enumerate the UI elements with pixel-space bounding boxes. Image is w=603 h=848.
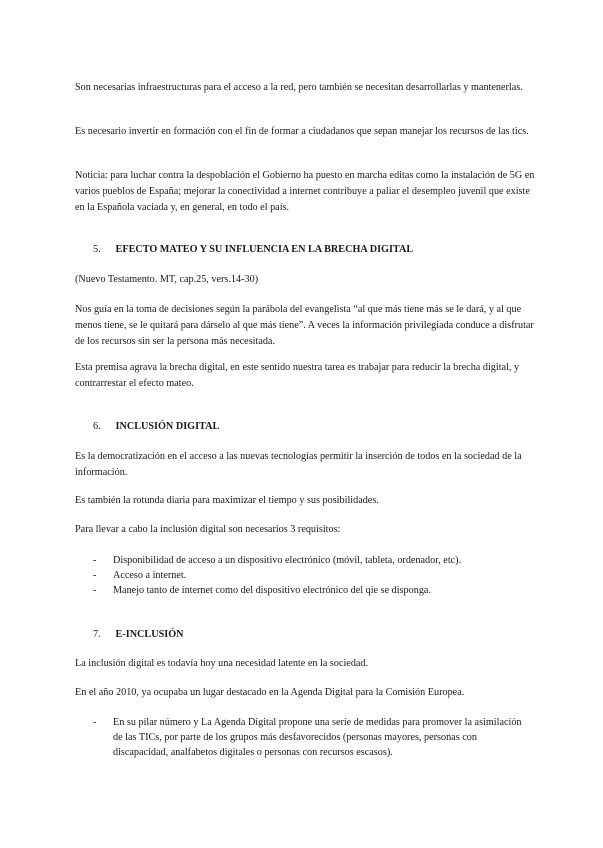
list-item bbox=[93, 715, 523, 760]
section-title: INCLUSIÓN DIGITAL bbox=[115, 421, 220, 432]
list-item-text: En su pilar número y La Agenda Digital propone una serie de medidas para promover la asimilación de las TICs, por parte de los grupos más desfavorecidos (personas mayores, personas con discapacidad, analfabetos digitales o personas con recursos escasos). bbox=[113, 717, 522, 758]
section-number: 6. bbox=[93, 421, 101, 432]
paragraph-rotunda: Es también la rotunda diaria para maximizar el tiempo y sus posibilidades. bbox=[75, 495, 379, 506]
section-title: E-INCLUSIÓN bbox=[115, 629, 184, 640]
section-heading-5 bbox=[93, 243, 553, 257]
bullet-dash: - bbox=[93, 585, 97, 596]
list-item bbox=[93, 553, 523, 568]
paragraph-agenda: En el año 2010, ya ocupaba un lugar destacado en la Agenda Digital para la Comisión Europea. bbox=[75, 687, 465, 698]
section-heading-6 bbox=[93, 420, 553, 434]
list-item bbox=[93, 583, 523, 598]
section-number: 7. bbox=[93, 629, 101, 640]
list-item bbox=[93, 568, 523, 583]
paragraph-infraestructuras: Son necesarias infraestructuras para el acceso a la red, pero también se necesitan desarrollarlas y mantenerlas. bbox=[75, 82, 523, 93]
section-number: 5. bbox=[93, 244, 101, 255]
paragraph-formacion: Es necesario invertir en formación con el fin de formar a ciudadanos que sepan manejar los recursos de las tics. bbox=[75, 126, 529, 137]
section-title: EFECTO MATEO Y SU INFLUENCIA EN LA BRECHA DIGITAL bbox=[115, 244, 414, 255]
paragraph-premisa: Esta premisa agrava la brecha digital, en este sentido nuestra tarea es trabajar para reducir la brecha digital, y contrarrestar el efecto mateo. bbox=[75, 362, 520, 389]
paragraph-requisitos: Para llevar a cabo la inclusión digital son necesarios 3 requisitos: bbox=[75, 524, 341, 535]
list-item-text: Disponibilidad de acceso a un dispositivo electrónico (móvil, tableta, ordenador, etc). bbox=[113, 555, 462, 566]
list-item-text: Manejo tanto de internet como del dispositivo electrónico del qie se disponga. bbox=[113, 585, 431, 596]
paragraph-parabola: Nos guía en la toma de decisiones según la parábola del evangelista “al que más tiene más se le dará, y al que menos tiene, se le quitará para dárselo al que más tiene”. A veces la información privilegiada conduce a disfrutar de los recursos sin ser la persona más necesitada. bbox=[75, 304, 534, 347]
paragraph-democratizacion: Es la democratización en el acceso a las nuevas tecnologías permitir la inserción de todos en la sociedad de la información. bbox=[75, 451, 522, 478]
list-item-text: Acceso a internet. bbox=[113, 570, 187, 581]
paragraph-necesidad: La inclusión digital es todavía hoy una necesidad latente en la sociedad. bbox=[75, 658, 369, 669]
bullet-dash: - bbox=[93, 717, 97, 728]
section-heading-7 bbox=[93, 628, 553, 642]
bullet-dash: - bbox=[93, 555, 97, 566]
bullet-dash: - bbox=[93, 570, 97, 581]
paragraph-noticia: Noticia: para luchar contra la despoblación el Gobierno ha puesto en marcha editas como la instalación de 5G en varios pueblos de España; mejorar la conectividad a internet contribuye a paliar el desempleo juvenil que existe en la Española vaciada y, en general, en todo el país. bbox=[75, 170, 535, 213]
paragraph-cita: (Nuevo Testamento. MT, cap.25, vers.14-30) bbox=[75, 274, 259, 285]
